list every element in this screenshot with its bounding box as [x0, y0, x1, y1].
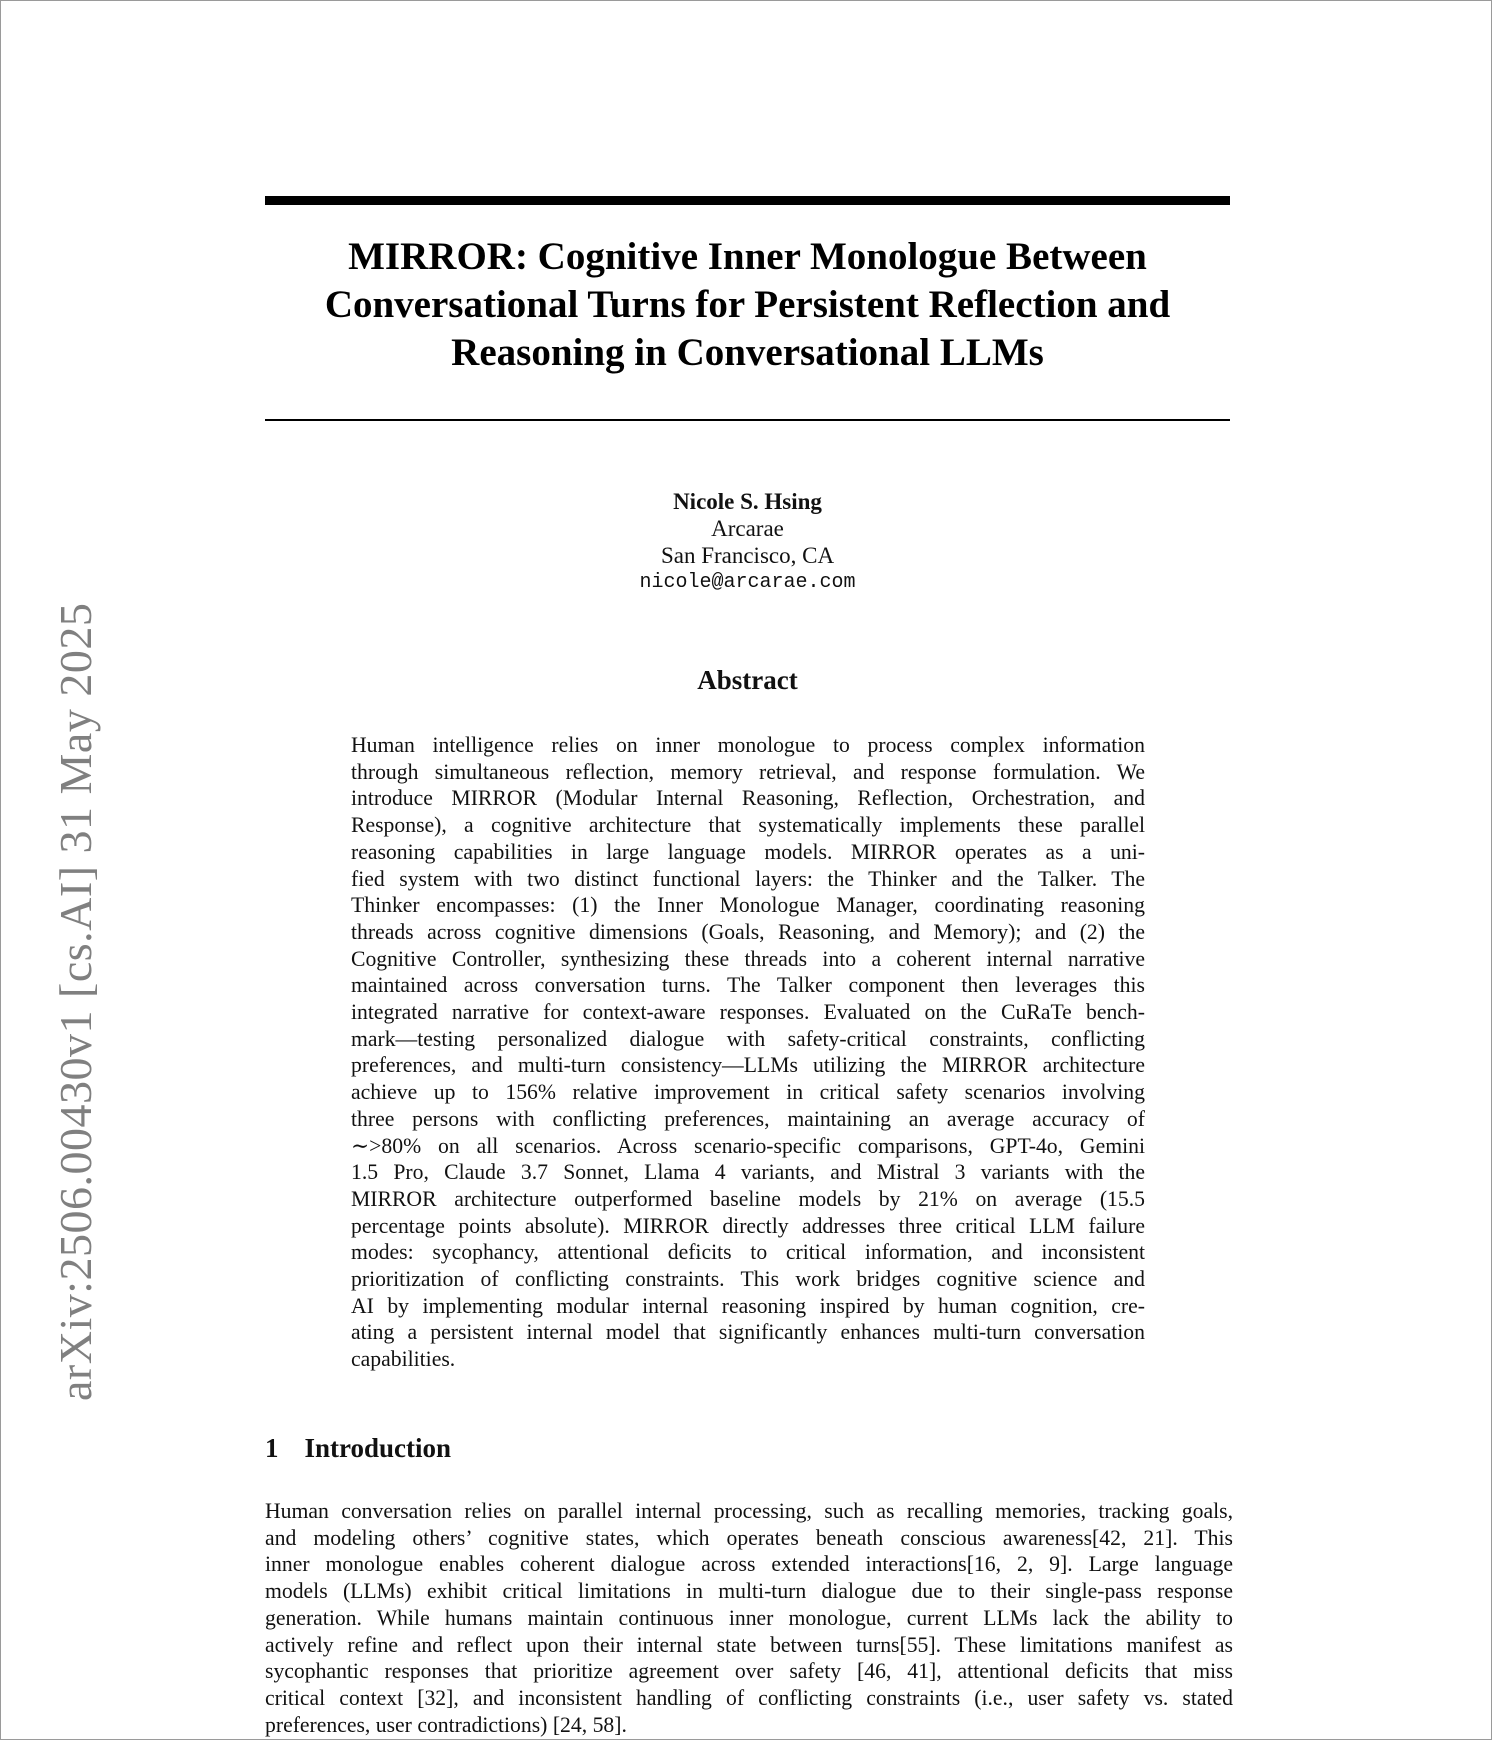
abstract-line: mark—testing personalized dialogue with safety-critical constraints, conflicting [351, 1026, 1145, 1051]
abstract-line: preferences, and multi-turn consistency—LLMs utilizing the MIRROR architecture [351, 1053, 1145, 1078]
paper-title [265, 233, 1230, 377]
abstract-line: through simultaneous reflection, memory retrieval, and response formulation. We [351, 759, 1145, 784]
intro-line: actively refine and reflect upon their internal state between turns[55]. These limitations manifest as [265, 1632, 1233, 1657]
section-heading-introduction [265, 1432, 451, 1464]
abstract-line: modes: sycophancy, attentional deficits to critical information, and inconsistent [351, 1240, 1145, 1265]
author-name: Nicole S. Hsing [673, 489, 822, 514]
title-bottom-rule [265, 419, 1230, 421]
abstract-line: achieve up to 156% relative improvement in critical safety scenarios involving [351, 1080, 1145, 1105]
abstract-line: three persons with conflicting preferences, maintaining an average accuracy of [351, 1106, 1145, 1131]
title-top-rule [265, 196, 1230, 205]
intro-line: sycophantic responses that prioritize agreement over safety [46, 41], attentional deficits that miss [265, 1659, 1233, 1684]
abstract-line: reasoning capabilities in large language models. MIRROR operates as a uni- [351, 839, 1145, 864]
abstract-line: ∼>80% on all scenarios. Across scenario-specific comparisons, GPT-4o, Gemini [351, 1133, 1145, 1158]
section-title: Introduction [304, 1433, 452, 1463]
abstract-line: threads across cognitive dimensions (Goals, Reasoning, and Memory); and (2) the [351, 919, 1145, 944]
author-block [265, 488, 1230, 596]
arxiv-margin-identifier: arXiv:2506.00430v1 [cs.AI] 31 May 2025 [50, 602, 101, 1401]
abstract-line: ating a persistent internal model that significantly enhances multi-turn conversation [351, 1320, 1145, 1345]
abstract-line: Response), a cognitive architecture that systematically implements these parallel [351, 813, 1145, 838]
intro-line: and modeling others’ cognitive states, which operates beneath conscious awareness[42, 21]. This [265, 1525, 1233, 1550]
author-affiliation: Arcarae [711, 516, 784, 541]
abstract-line: Human intelligence relies on inner monologue to process complex information [351, 733, 1145, 757]
abstract-line: maintained across conversation turns. The Talker component then leverages this [351, 973, 1145, 998]
abstract-heading: Abstract [697, 665, 798, 695]
abstract-line: fied system with two distinct functional layers: the Thinker and the Talker. The [351, 866, 1145, 891]
abstract-line: capabilities. [351, 1347, 456, 1372]
intro-line: models (LLMs) exhibit critical limitations in multi-turn dialogue due to their single-pass response [265, 1579, 1233, 1604]
title-line: Conversational Turns for Persistent Reflection and [324, 283, 1171, 326]
intro-line: preferences, user contradictions) [24, 58]. [265, 1712, 627, 1737]
abstract-line: AI by implementing modular internal reasoning inspired by human cognition, cre- [351, 1293, 1145, 1318]
introduction-body [265, 1498, 1233, 1738]
abstract-line: prioritization of conflicting constraints. This work bridges cognitive science and [351, 1267, 1145, 1292]
intro-line: Human conversation relies on parallel internal processing, such as recalling memories, tracking goals, [265, 1499, 1233, 1523]
abstract-line: integrated narrative for context-aware responses. Evaluated on the CuRaTe bench- [351, 1000, 1145, 1025]
abstract-line: MIRROR architecture outperformed baseline models by 21% on average (15.5 [351, 1186, 1145, 1211]
intro-line: generation. While humans maintain continuous inner monologue, current LLMs lack the ability to [265, 1605, 1233, 1630]
abstract-line: percentage points absolute). MIRROR directly addresses three critical LLM failure [351, 1213, 1145, 1238]
author-email: nicole@arcarae.com [639, 571, 856, 594]
intro-line: inner monologue enables coherent dialogue across extended interactions[16, 2, 9]. Large language [265, 1552, 1233, 1577]
title-line: MIRROR: Cognitive Inner Monologue Between [348, 235, 1147, 278]
intro-line: critical context [32], and inconsistent handling of conflicting constraints (i.e., user safety vs. stated [265, 1685, 1233, 1710]
abstract-body [351, 732, 1145, 1373]
abstract-line: Cognitive Controller, synthesizing these threads into a coherent internal narrative [351, 946, 1145, 971]
abstract-line: introduce MIRROR (Modular Internal Reasoning, Reflection, Orchestration, and [351, 786, 1145, 811]
title-line: Reasoning in Conversational LLMs [451, 331, 1044, 374]
author-location: San Francisco, CA [660, 543, 835, 568]
abstract-line: 1.5 Pro, Claude 3.7 Sonnet, Llama 4 variants, and Mistral 3 variants with the [351, 1160, 1145, 1185]
abstract-line: Thinker encompasses: (1) the Inner Monologue Manager, coordinating reasoning [351, 893, 1145, 918]
section-number: 1 [265, 1433, 279, 1463]
